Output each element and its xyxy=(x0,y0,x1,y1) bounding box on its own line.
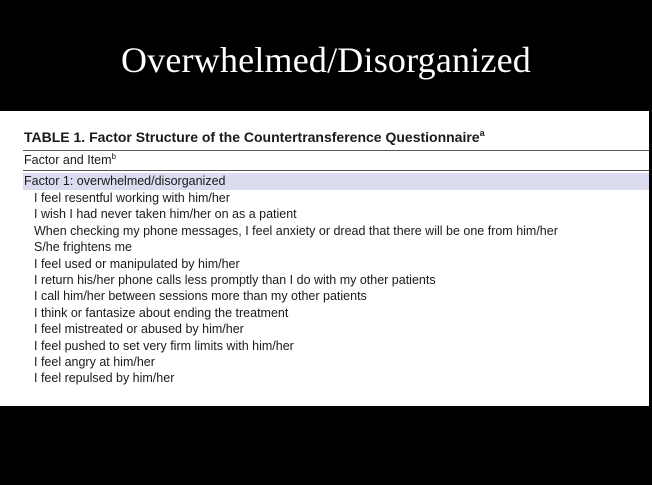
list-item: When checking my phone messages, I feel anxiety or dread that there will be one from him/her xyxy=(34,223,558,238)
list-item: I feel resentful working with him/her xyxy=(34,191,230,205)
list-item: I feel pushed to set very firm limits with him/her xyxy=(34,338,294,353)
item-list xyxy=(34,190,558,387)
list-item: I wish I had never taken him/her on as a patient xyxy=(34,207,297,222)
column-header-text: Factor and Item xyxy=(24,153,112,167)
list-item: I feel mistreated or abused by him/her xyxy=(34,322,244,337)
table-caption xyxy=(24,128,485,146)
table-top-rule xyxy=(23,150,649,151)
table-caption-text: TABLE 1. Factor Structure of the Countertransference Questionnaire xyxy=(24,129,480,145)
factor-label: Factor 1: overwhelmed/disorganized xyxy=(24,174,226,188)
list-item: S/he frightens me xyxy=(34,240,132,255)
column-header-footnote-marker: b xyxy=(111,152,116,161)
list-item: I feel angry at him/her xyxy=(34,355,155,370)
list-item: I call him/her between sessions more than my other patients xyxy=(34,289,367,304)
list-item: I return his/her phone calls less promptly than I do with my other patients xyxy=(34,273,436,288)
column-header xyxy=(24,152,116,169)
list-item: I think or fantasize about ending the treatment xyxy=(34,305,289,320)
slide-title: Overwhelmed/Disorganized xyxy=(120,40,531,80)
table-panel xyxy=(0,111,649,406)
factor-row xyxy=(23,173,649,190)
caption-footnote-marker: a xyxy=(479,128,485,138)
list-item: I feel repulsed by him/her xyxy=(34,371,175,386)
list-item: I feel used or manipulated by him/her xyxy=(34,256,240,271)
